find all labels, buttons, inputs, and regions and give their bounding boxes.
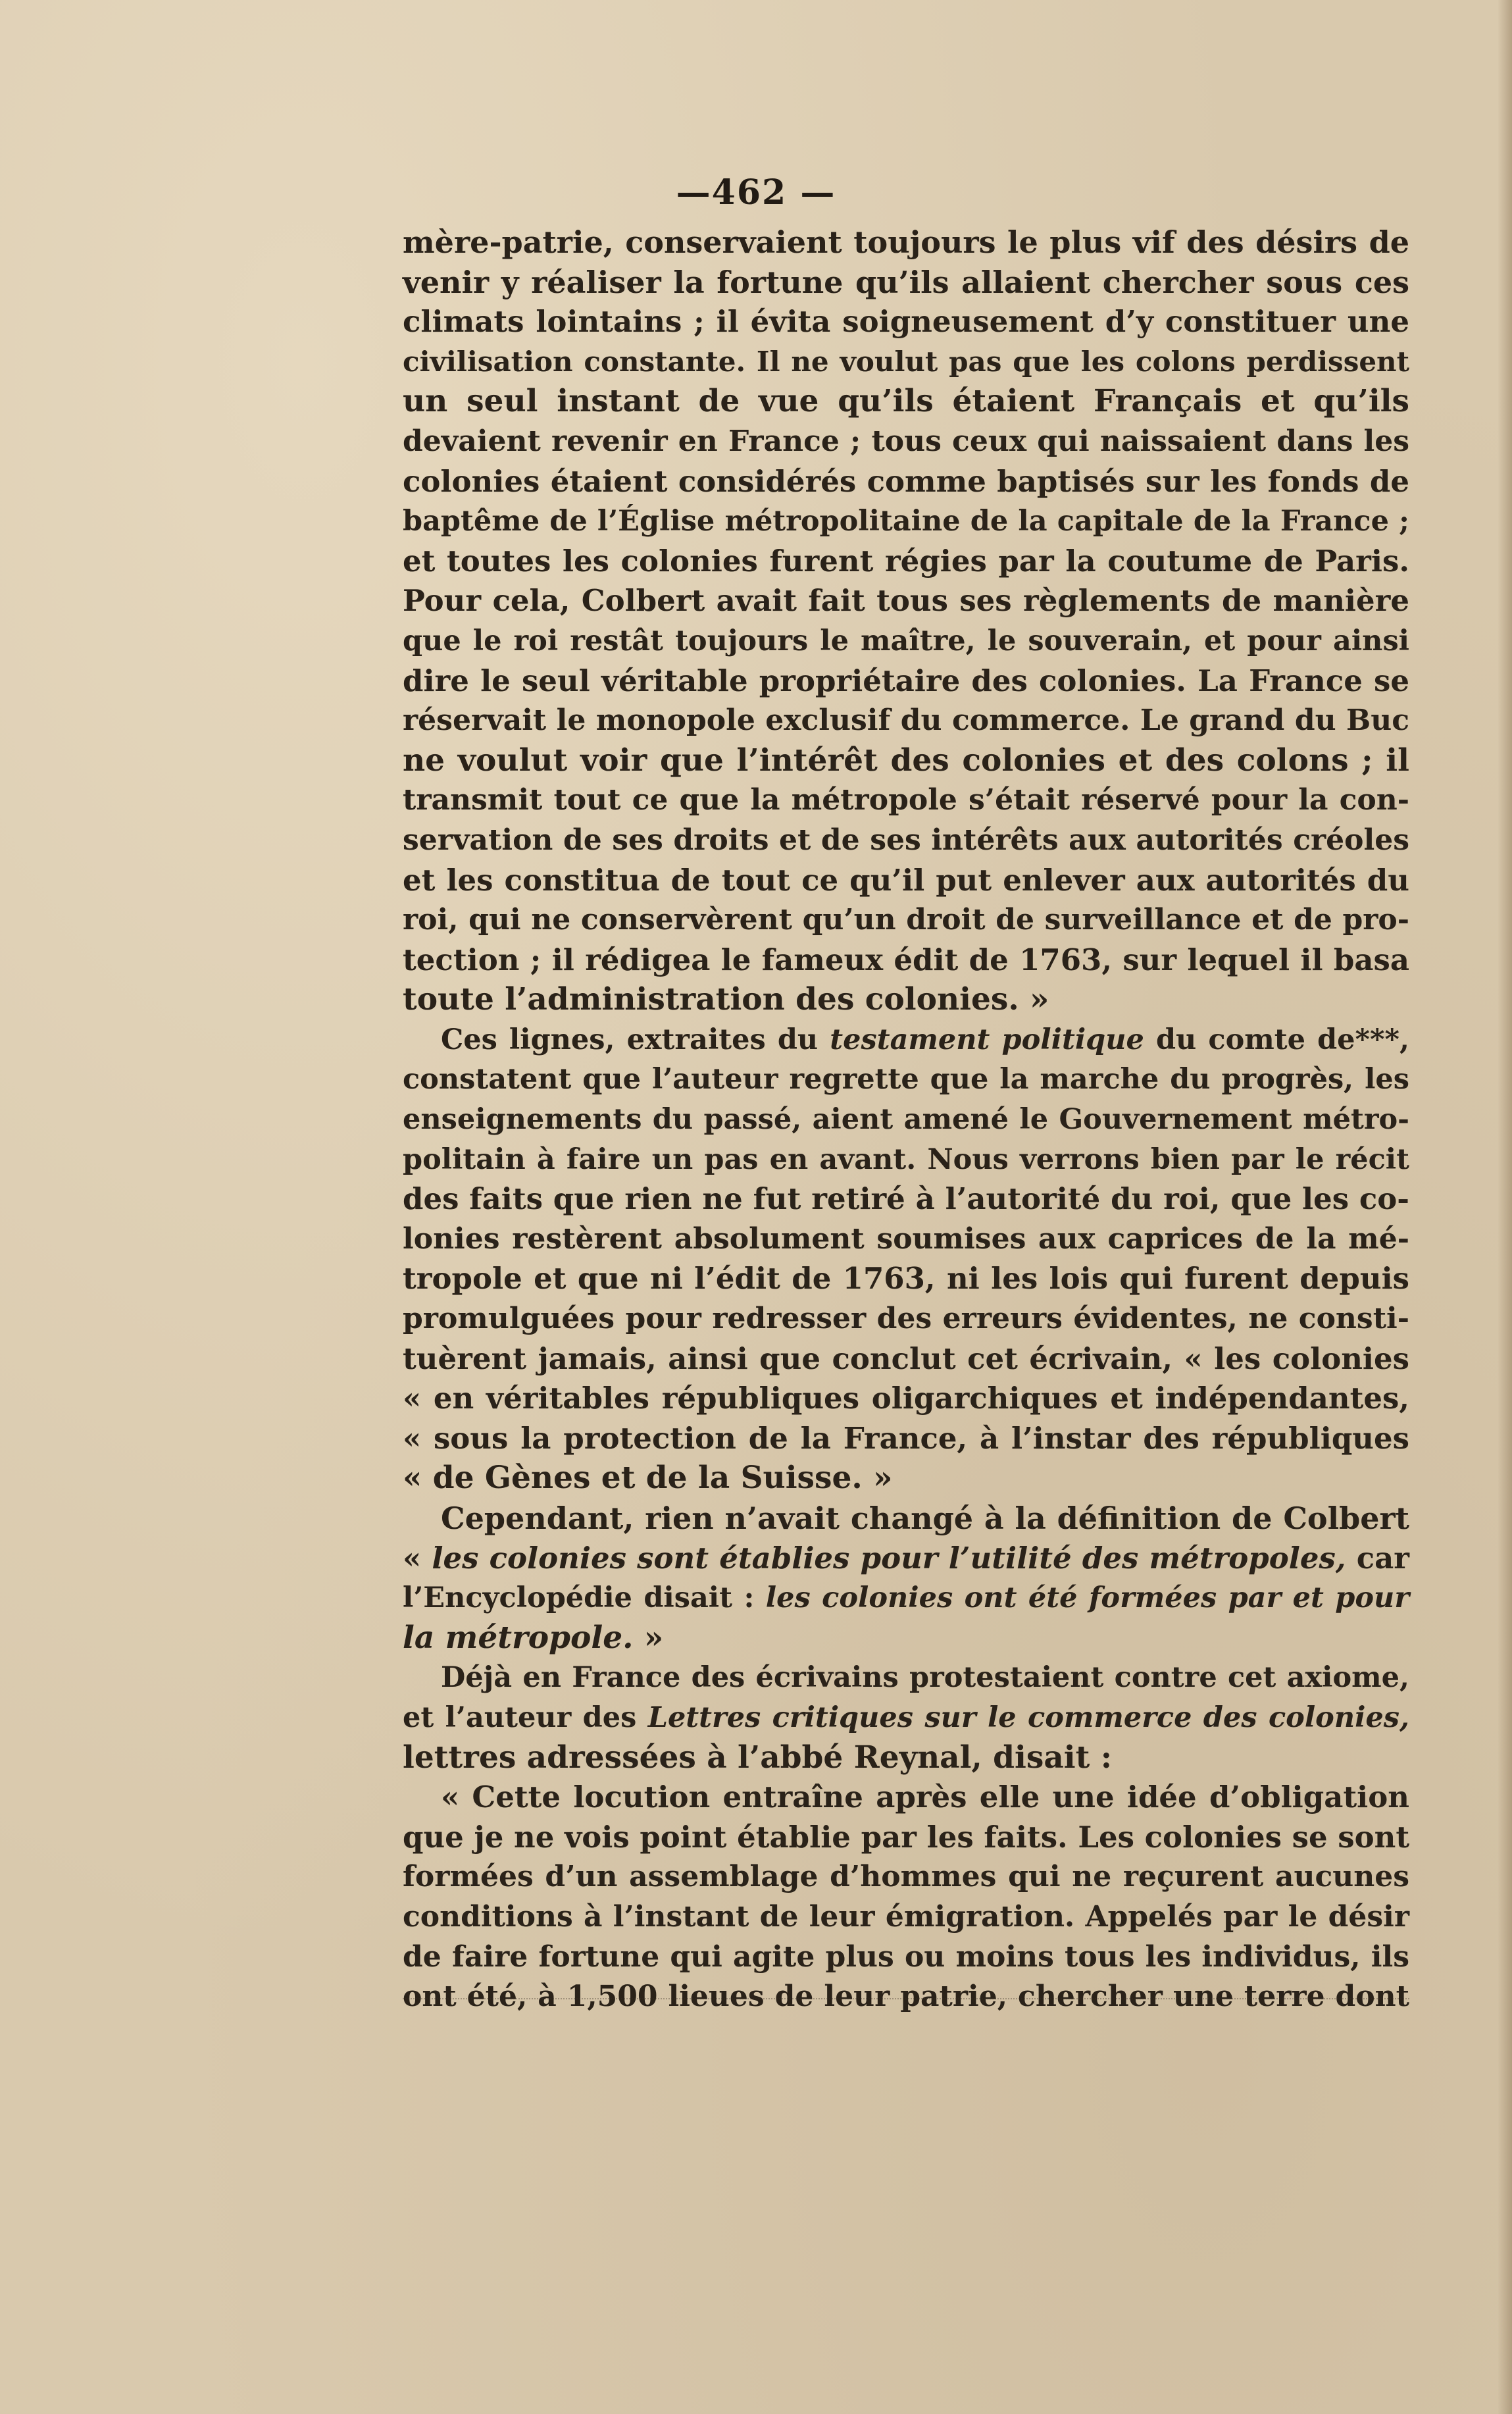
text-line: un seul instant de vue qu’ils étaient Français et qu’ils: [403, 383, 1409, 420]
text-line: conditions à l’instant de leur émigration. Appelés par le désir: [403, 1899, 1409, 1934]
text-segment: du comte de***,: [1144, 1023, 1409, 1056]
text-line: ne voulut voir que l’intérêt des colonies et des colons ; il: [403, 742, 1409, 779]
text-line: formées d’un assemblage d’hommes qui ne reçurent aucunes: [403, 1860, 1409, 1894]
text-line: enseignements du passé, aient amené le Gouvernement métro-: [403, 1103, 1409, 1137]
text-line: baptême de l’Église métropolitaine de la capitale de la France ;: [403, 505, 1409, 538]
text-line: devaient revenir en France ; tous ceux qui naissaient dans les: [403, 424, 1409, 458]
text-line: mère-patrie, conservaient toujours le plus vif des désirs de: [403, 224, 1409, 260]
text-line: promulguées pour redresser des erreurs évidentes, ne consti-: [403, 1302, 1409, 1336]
text-line: civilisation constante. Il ne voulut pas que les colons perdissent: [403, 345, 1409, 378]
page-edge-shadow: [1498, 0, 1512, 2414]
text-line: venir y réaliser la fortune qu’ils allaient chercher sous ces: [403, 264, 1409, 300]
text-line: climats lointains ; il évita soigneusement d’y constituer une: [403, 304, 1409, 340]
text-line: tropole et que ni l’édit de 1763, ni les lois qui furent depuis: [403, 1261, 1409, 1297]
text-line: [403, 1020, 1409, 1060]
text-line: lonies restèrent absolument soumises aux caprices de la mé-: [403, 1221, 1409, 1256]
text-line: et toutes les colonies furent régies par la coutume de Paris.: [403, 543, 1409, 578]
text-line: transmit tout ce que la métropole s’était réservé pour la con-: [403, 783, 1409, 817]
text-line: Cependant, rien n’avait changé à la définition de Colbert: [441, 1501, 1409, 1536]
text-line: constatent que l’auteur regrette que la marche du progrès, les: [403, 1063, 1409, 1096]
italic-quote: les colonies ont été formées par et pour: [765, 1581, 1409, 1615]
text-segment: l’Encyclopédie disait :: [403, 1581, 766, 1615]
page-number-header: —462 —: [676, 172, 836, 213]
text-line: « de Gènes et de la Suisse. »: [403, 1460, 893, 1497]
text-line: [403, 1618, 1409, 1658]
text-line: servation de ses droits et de ses intérêts aux autorités créoles: [403, 823, 1409, 857]
text-line: « sous la protection de la France, à l’instar des républiques: [403, 1420, 1409, 1456]
text-line: [403, 1578, 1409, 1618]
text-line: lettres adressées à l’abbé Reynal, disait :: [403, 1739, 1113, 1776]
text-line: tection ; il rédigea le fameux édit de 1763, sur lequel il basa: [403, 942, 1409, 977]
text-segment: »: [633, 1619, 664, 1656]
text-line: Déjà en France des écrivains protestaient contre cet axiome,: [441, 1661, 1409, 1695]
text-segment: et l’auteur des: [403, 1701, 648, 1734]
text-line: [403, 1539, 1409, 1579]
text-line: des faits que rien ne fut retiré à l’autorité du roi, que les co-: [403, 1181, 1409, 1217]
text-line: « Cette locution entraîne après elle une idée d’obligation: [441, 1780, 1409, 1815]
text-line: dire le seul véritable propriétaire des colonies. La France se: [403, 663, 1409, 698]
italic-title: Lettres critiques sur le commerce des colonies,: [647, 1701, 1409, 1734]
text-line: ont été, à 1,500 lieues de leur patrie, chercher une terre dont: [403, 1980, 1409, 2014]
text-line: réservait le monopole exclusif du commerce. Le grand du Buc: [403, 704, 1409, 738]
text-line: toute l’administration des colonies. »: [403, 981, 1049, 1018]
italic-title: testament politique: [830, 1023, 1144, 1056]
text-segment: Ces lignes, extraites du: [441, 1023, 830, 1056]
text-line: tuèrent jamais, ainsi que conclut cet écrivain, « les colonies: [403, 1341, 1409, 1376]
text-segment: car: [1346, 1540, 1409, 1576]
text-line: « en véritables républiques oligarchiques et indépendantes,: [403, 1381, 1409, 1416]
text-segment: «: [403, 1540, 432, 1576]
text-line: que le roi restât toujours le maître, le souverain, et pour ainsi: [403, 624, 1409, 657]
text-line: [403, 1698, 1409, 1738]
text-line: de faire fortune qui agite plus ou moins tous les individus, ils: [403, 1939, 1409, 1974]
text-line: colonies étaient considérés comme baptisés sur les fonds de: [403, 463, 1409, 499]
italic-quote: la métropole.: [403, 1619, 634, 1656]
text-line: roi, qui ne conservèrent qu’un droit de surveillance et de pro-: [403, 903, 1409, 937]
text-line: et les constitua de tout ce qu’il put enlever aux autorités du: [403, 862, 1409, 898]
italic-quote: les colonies sont établies pour l’utilité des métropoles,: [432, 1540, 1346, 1576]
text-line: que je ne vois point établie par les faits. Les colonies se sont: [403, 1819, 1410, 1855]
body-text: [403, 222, 1409, 2017]
text-line: politain à faire un pas en avant. Nous verrons bien par le récit: [403, 1143, 1409, 1176]
footer-rule: [403, 1998, 1409, 1999]
text-line: Pour cela, Colbert avait fait tous ses règlements de manière: [403, 583, 1409, 619]
